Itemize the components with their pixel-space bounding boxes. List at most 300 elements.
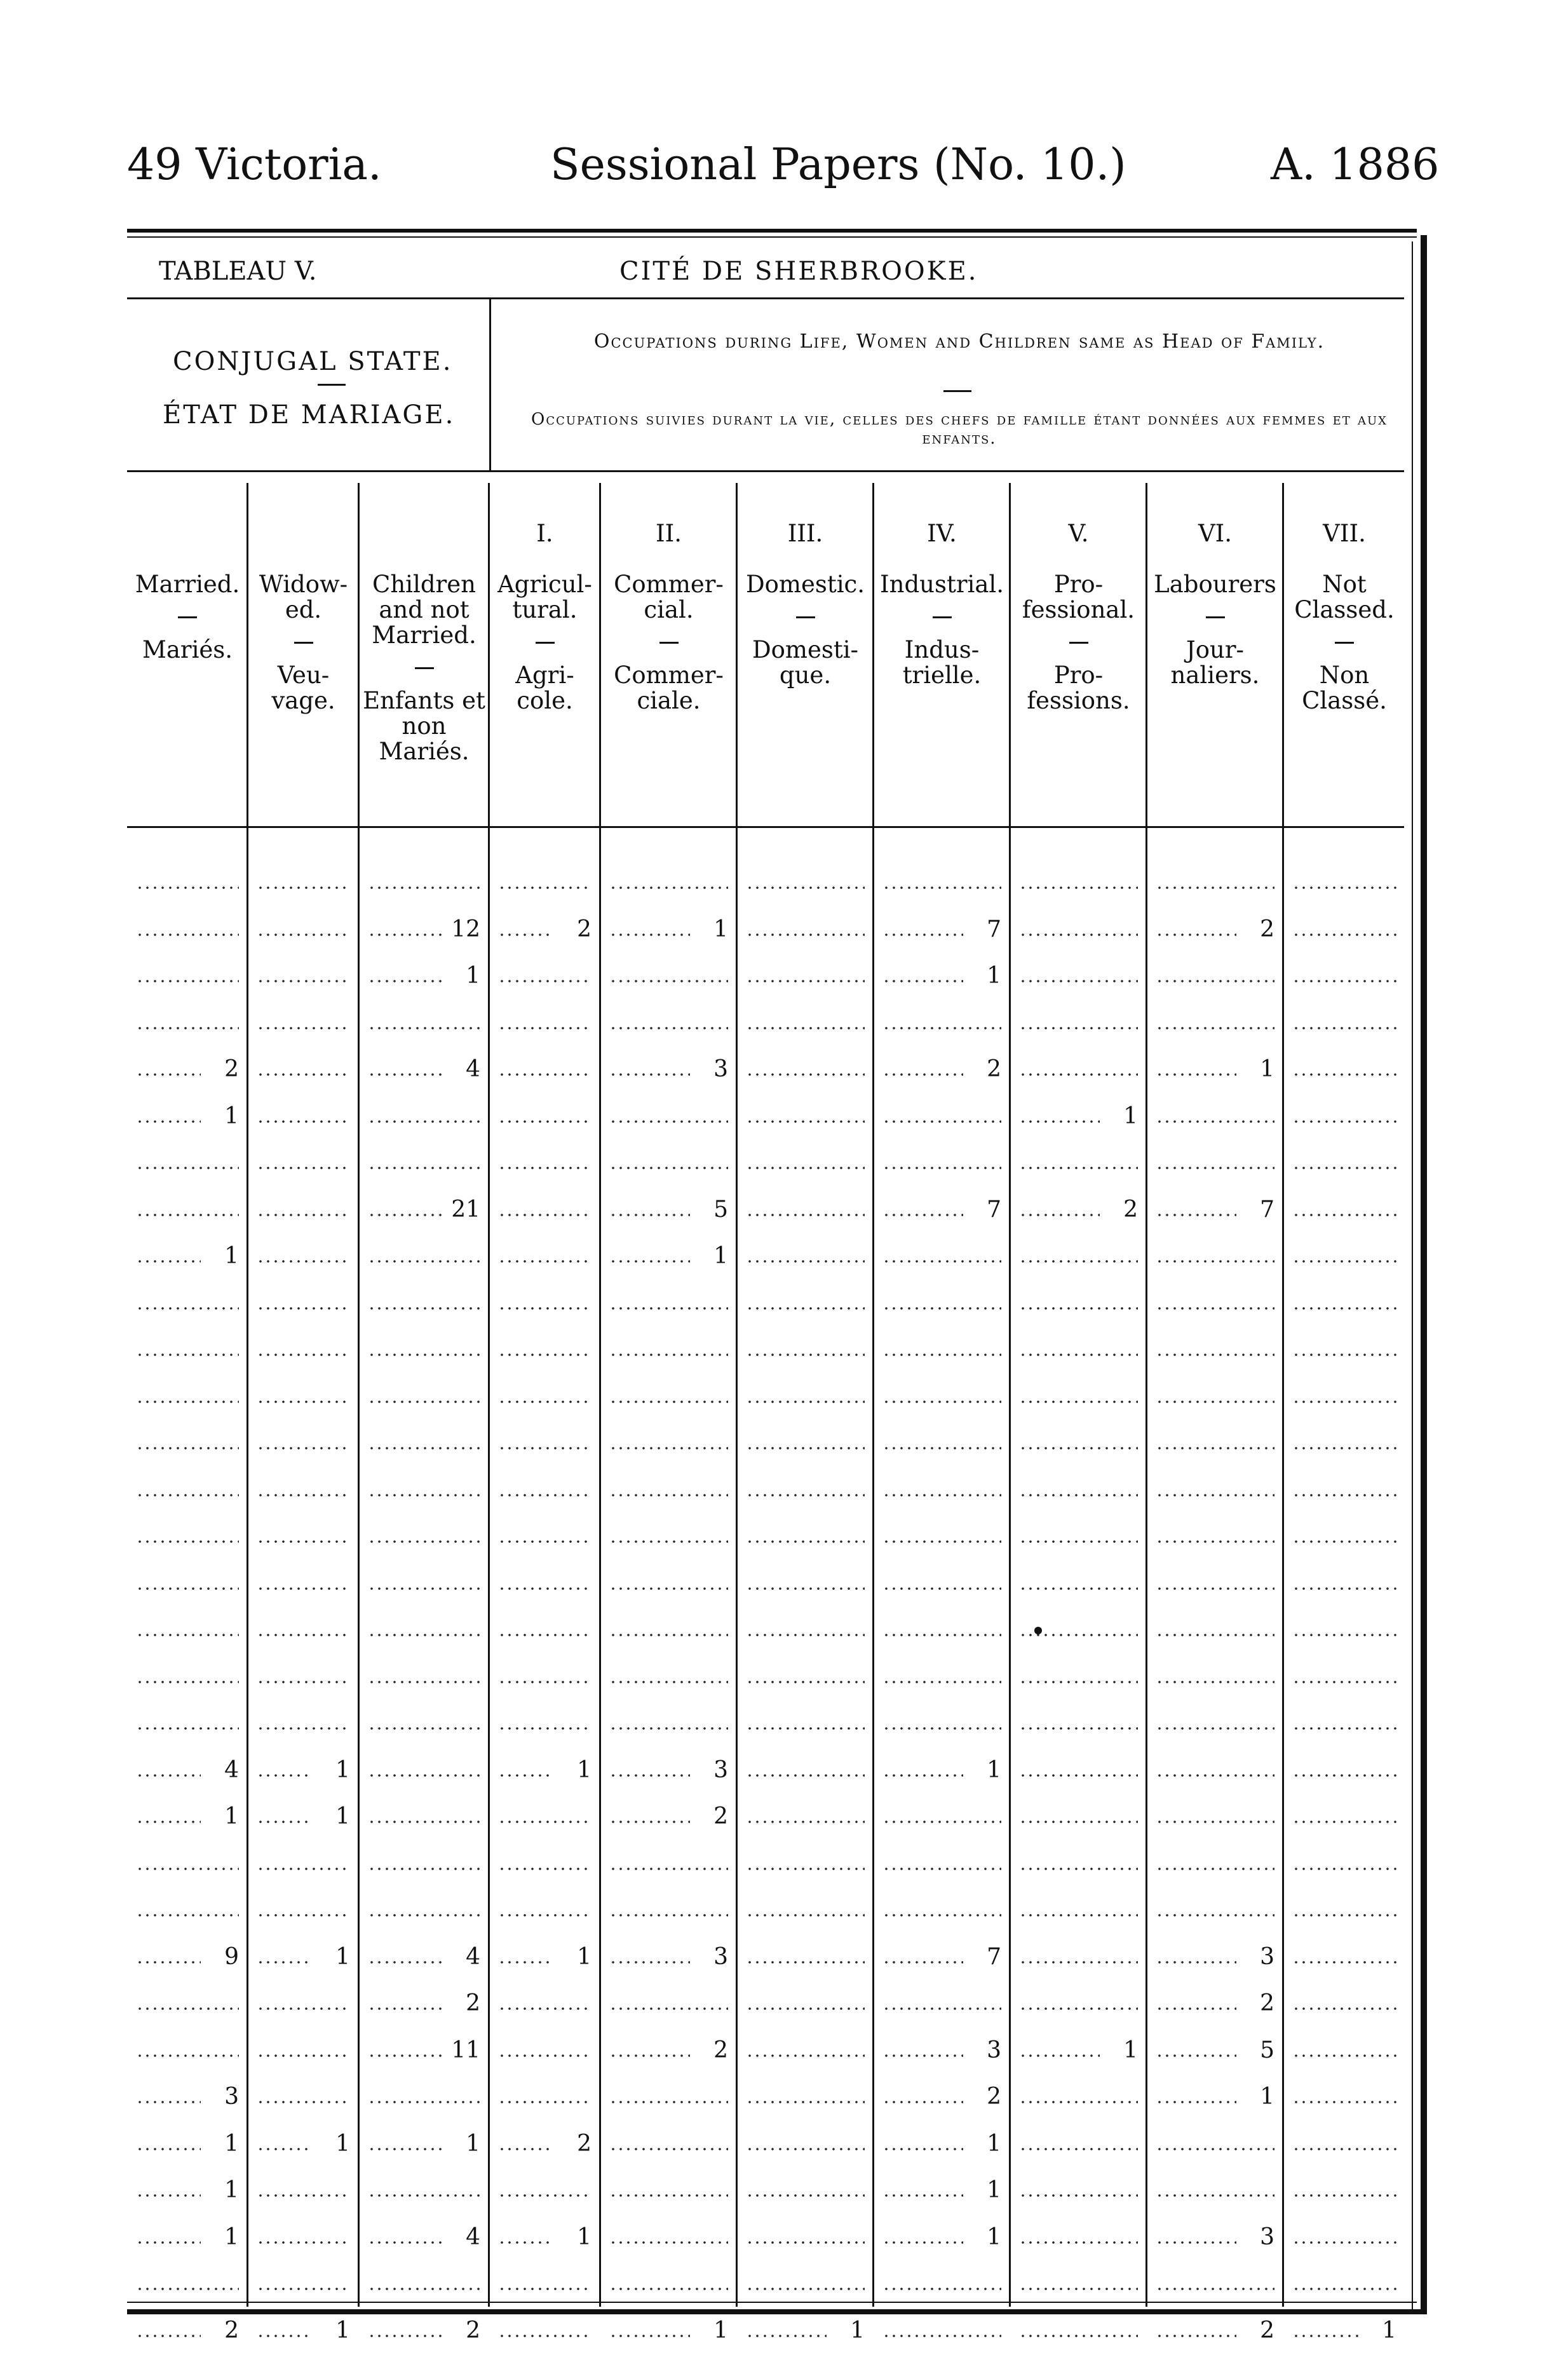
dot-leader [1292,1026,1396,1030]
dot-leader [368,1306,480,1310]
dot-leader [882,1026,1001,1030]
dot-leader [1292,1774,1396,1777]
table-cell-value: 2 [987,2084,1001,2110]
dot-leader [257,2100,350,2104]
table-cell-value: 2 [466,2317,480,2344]
dot-leader [746,1867,865,1871]
dot-leader [498,1400,591,1404]
dot-leader [498,2054,591,2058]
dot-leader [1019,2147,1138,2151]
dot-leader [1292,2100,1396,2104]
dot-leader [498,1540,591,1544]
dot-leader [1156,2287,1274,2291]
dot-leader [498,1913,591,1917]
dot-leader [136,1166,239,1170]
dot-leader [257,933,350,937]
column-divider [488,483,490,2307]
dot-leader [1156,2194,1274,2197]
dot-leader [609,886,728,890]
column-separator-dash [1206,616,1225,618]
dot-leader [498,1026,591,1030]
table-cell-value: 12 [451,916,480,942]
table-cell-value: 2 [466,1990,480,2016]
table-cell-value: 1 [335,1803,350,1829]
column-label-fr: Mariés. [142,636,233,663]
dot-leader [498,979,591,983]
column-numeral [248,521,359,546]
dot-leader [1156,1540,1274,1544]
dot-leader [498,1306,591,1310]
dot-leader [882,1446,1001,1450]
dot-leader [1156,1259,1274,1263]
dot-leader [609,1727,728,1730]
dot-leader [609,2194,728,2197]
table-cell-value: 3 [713,1756,728,1783]
column-numeral: II. [656,520,682,547]
dot-leader [1292,1960,1396,1964]
dot-leader [746,886,865,890]
dot-leader [609,1400,728,1404]
table-cell-value: 1 [577,1943,591,1970]
dot-leader [1292,933,1396,937]
dot-leader [368,1587,480,1591]
dot-leader [882,2334,1001,2338]
dot-leader [368,886,480,890]
column-numeral [359,521,489,546]
dot-leader [746,1727,865,1730]
column-header-1 [248,521,359,714]
dot-leader [498,1633,591,1637]
dot-leader [1019,2100,1138,2104]
dot-leader [136,1493,239,1497]
dot-leader [257,1680,350,1684]
table-cell-value: 5 [1260,2037,1274,2063]
dot-leader [498,1120,591,1123]
dot-leader [368,1446,480,1450]
dot-leader [1019,1820,1138,1824]
column-label-fr: Non Classé. [1302,662,1387,714]
dot-leader [882,2007,1001,2011]
dot-leader [882,886,1001,890]
column-numeral: I. [536,520,553,547]
dot-leader [136,1400,239,1404]
dot-leader [368,1680,480,1684]
dot-leader [746,1213,865,1217]
dot-leader [609,1867,728,1871]
column-divider [1009,483,1011,2307]
dot-leader [498,1353,591,1357]
column-header-3 [489,521,600,714]
dot-leader [609,1120,728,1123]
dot-leader [1019,1026,1138,1030]
dot-leader [746,1540,865,1544]
dot-leader [746,1913,865,1917]
dot-leader [257,1493,350,1497]
right-frame-thick [1421,235,1427,2313]
dot-leader [1292,2007,1396,2011]
table-cell-value: 2 [713,1803,728,1829]
dot-leader [136,1587,239,1591]
dot-leader [746,1166,865,1170]
table-cell-value: 7 [987,1943,1001,1970]
dot-leader [1292,1166,1396,1170]
dot-leader [1019,979,1138,983]
dot-leader [1019,1867,1138,1871]
dot-leader [1156,1587,1274,1591]
table-cell-value: 4 [466,2223,480,2250]
dot-leader [1292,1540,1396,1544]
column-divider [1146,483,1147,2307]
dot-leader [882,1493,1001,1497]
dot-leader [136,1026,239,1030]
dot-leader [746,1774,865,1777]
dot-leader [746,2147,865,2151]
column-separator-dash [536,642,555,644]
dot-leader [746,1353,865,1357]
dot-leader [257,1587,350,1591]
dot-leader [257,886,350,890]
dot-leader [746,1073,865,1076]
dot-leader [257,1633,350,1637]
dot-leader [1019,1960,1138,1964]
dot-leader [257,2007,350,2011]
table-cell-value: 1 [466,963,480,989]
column-divider [1282,483,1284,2307]
dot-leader [882,1306,1001,1310]
dot-leader [746,1259,865,1263]
dot-leader [257,1213,350,1217]
table-cell-value: 4 [466,1943,480,1970]
table-cell-value: 2 [577,916,591,942]
dot-leader [1292,1446,1396,1450]
dot-leader [882,1680,1001,1684]
dot-leader [257,2287,350,2291]
dot-leader [609,2287,728,2291]
column-label-en: Labourers [1154,571,1276,598]
dot-leader [1292,1727,1396,1730]
column-label-fr: Indus-trielle. [902,636,982,689]
dot-leader [136,1213,239,1217]
table-cell-value: 3 [224,2084,239,2110]
dot-leader [1156,1680,1274,1684]
dot-leader [368,1259,480,1263]
column-separator-dash [415,667,434,669]
table-cell-value: 1 [1260,2084,1274,2110]
column-label-en: Married. [135,571,240,598]
column-label-fr: Commer-ciale. [614,662,724,714]
dot-leader [882,1633,1001,1637]
column-numeral: VI. [1198,520,1233,547]
dot-leader [498,2194,591,2197]
dot-leader [1292,2287,1396,2291]
column-label-en: Industrial. [880,571,1004,598]
dot-leader [257,2241,350,2244]
dot-leader [498,886,591,890]
dot-leader [609,1913,728,1917]
dot-leader [882,1120,1001,1123]
column-separator-dash [178,616,197,618]
occupations-fr: Occupations suivies durant la vie, celles des chefs de famille étant données aux femmes et aux enfants. [531,410,1388,448]
dot-leader [498,1213,591,1217]
dot-leader [746,2007,865,2011]
dot-leader [257,1306,350,1310]
table-cell-value: 1 [335,2317,350,2344]
column-label-fr: Veu-vage. [271,662,335,714]
column-label-fr: Enfants et non Mariés. [363,687,485,765]
dot-leader [609,1353,728,1357]
table-cell-value: 7 [987,916,1001,942]
dot-leader [1156,1306,1274,1310]
table-cell-value: 1 [224,1243,239,1269]
dot-leader [609,1587,728,1591]
dot-leader [746,2100,865,2104]
dot-leader [1292,1213,1396,1217]
dot-leader [136,1633,239,1637]
dot-leader [257,1073,350,1076]
dot-leader [1019,1400,1138,1404]
dot-leader [1019,1306,1138,1310]
page-header-title: Sessional Papers (No. 10.) [550,140,1126,190]
dot-leader [368,1120,480,1123]
table-cell-value: 1 [224,1803,239,1829]
dot-leader [1156,1353,1274,1357]
dot-leader [1292,2054,1396,2058]
dot-leader [882,1913,1001,1917]
column-header-2 [359,521,489,764]
header-divider [489,299,491,470]
table-cell-value: 5 [713,1196,728,1223]
dot-leader [257,2194,350,2197]
dot-leader [1019,1166,1138,1170]
dot-leader [609,1306,728,1310]
occupations-separator [943,390,971,392]
dot-leader [257,1166,350,1170]
dot-leader [136,1353,239,1357]
dot-leader [1019,2194,1138,2197]
dot-leader [746,1306,865,1310]
dot-leader [746,979,865,983]
dot-leader [1019,1774,1138,1777]
dot-leader [368,1353,480,1357]
dot-leader [1156,979,1274,983]
dot-leader [1292,1073,1396,1076]
dot-leader [609,1166,728,1170]
column-header-5 [737,521,874,688]
header-bottom-rule [127,470,1404,472]
table-cell-value: 21 [451,1196,480,1223]
table-cell-value: 4 [466,1056,480,1082]
dot-leader [136,886,239,890]
dot-leader [1156,1727,1274,1730]
dot-leader [498,1259,591,1263]
dot-leader [882,1727,1001,1730]
column-divider [872,483,874,2307]
column-header-0 [127,521,248,663]
dot-leader [136,1540,239,1544]
dot-leader [1019,2241,1138,2244]
dot-leader [257,1120,350,1123]
column-numeral [127,521,248,546]
table-cell-value: 1 [1123,1103,1138,1129]
dot-leader [498,2287,591,2291]
dot-leader [609,2147,728,2151]
dot-leader [1292,1820,1396,1824]
dot-leader [746,1820,865,1824]
table-cell-value: 4 [224,1756,239,1783]
dot-leader [1019,2287,1138,2291]
dot-leader [498,1867,591,1871]
dot-leader [368,1913,480,1917]
dot-leader [609,1026,728,1030]
dot-leader [746,1680,865,1684]
dot-leader [882,1166,1001,1170]
dot-leader [746,1120,865,1123]
table-cell-value: 1 [713,1243,728,1269]
dot-leader [257,1867,350,1871]
dot-leader [1156,1774,1274,1777]
dot-leader [609,2241,728,2244]
dot-leader [498,1680,591,1684]
column-numeral: VII. [1323,520,1366,547]
dot-leader [746,1446,865,1450]
table-cell-value: 2 [1260,916,1274,942]
dot-leader [1019,933,1138,937]
dot-leader [882,1820,1001,1824]
colhead-bottom-rule [127,826,1404,828]
dot-leader [1292,1400,1396,1404]
dot-leader [1292,1306,1396,1310]
table-cell-value: 3 [1260,2223,1274,2250]
dot-leader [609,2100,728,2104]
dot-leader [368,1026,480,1030]
dot-leader [1156,1026,1274,1030]
dot-leader [1156,2147,1274,2151]
dot-leader [1292,1493,1396,1497]
table-cell-value: 1 [1260,1056,1274,1082]
table-cell-value: 2 [224,2317,239,2344]
dot-leader [1019,1680,1138,1684]
dot-leader [257,1259,350,1263]
dot-leader [257,1913,350,1917]
table-cell-value: 2 [713,2037,728,2063]
dot-leader [368,2194,480,2197]
column-label-fr: Agri-cole. [515,662,574,714]
title-rule [127,297,1404,299]
dot-leader [1019,1446,1138,1450]
dot-leader [1156,1867,1274,1871]
table-cell-value: 1 [1123,2037,1138,2063]
column-separator-dash [933,616,952,618]
column-divider [358,483,360,2307]
dot-leader [1156,1913,1274,1917]
column-label-en: Children and not Married. [372,571,476,649]
dot-leader [368,1774,480,1777]
column-header-9 [1283,521,1405,714]
dot-leader [882,1867,1001,1871]
dot-leader [882,1259,1001,1263]
dot-leader [368,2287,480,2291]
dot-leader [609,979,728,983]
dot-leader [498,1727,591,1730]
dot-leader [882,1587,1001,1591]
column-header-6 [874,521,1010,688]
page-header-year: A. 1886 [1271,140,1440,190]
column-numeral: V. [1068,520,1089,547]
dot-leader [257,1540,350,1544]
occupations-en: Occupations during Life, Women and Children same as Head of Family. [593,330,1325,353]
column-separator-dash [1069,642,1088,644]
dot-leader [498,2007,591,2011]
dot-leader [136,2007,239,2011]
dot-leader [1292,979,1396,983]
dot-leader [1292,2241,1396,2244]
table-cell-value: 2 [1260,2317,1274,2344]
dot-leader [1292,1913,1396,1917]
dot-leader [257,1727,350,1730]
column-divider [247,483,248,2307]
dot-leader [1156,886,1274,890]
table-cell-value: 1 [1382,2317,1396,2344]
table-cell-value: 2 [224,1056,239,1082]
table-cell-value: 7 [987,1196,1001,1223]
dot-leader [746,1400,865,1404]
dot-leader [1156,1493,1274,1497]
dot-leader [1292,1587,1396,1591]
table-cell-value: 1 [987,963,1001,989]
dot-leader [1156,1120,1274,1123]
dot-leader [746,1493,865,1497]
dot-leader [1292,1867,1396,1871]
table-cell-value: 1 [713,916,728,942]
dot-leader [368,2100,480,2104]
dot-leader [1019,886,1138,890]
dot-leader [609,2007,728,2011]
table-cell-value: 3 [987,2037,1001,2063]
dot-leader [257,1446,350,1450]
dot-leader [368,1166,480,1170]
table-cell-value: 1 [987,2223,1001,2250]
table-cell-value: 1 [987,2130,1001,2157]
dot-leader [1019,2334,1138,2338]
dot-leader [136,933,239,937]
dot-leader [1019,1540,1138,1544]
table-cell-value: 2 [1123,1196,1138,1223]
dot-leader [498,1587,591,1591]
page-header-volume: 49 Victoria. [127,140,382,190]
dot-leader [136,2287,239,2291]
column-numeral: III. [787,520,823,547]
column-separator-dash [294,642,313,644]
column-header-7 [1010,521,1147,714]
dot-leader [1156,1633,1274,1637]
table-cell-value: 1 [224,1103,239,1129]
dot-leader [368,1400,480,1404]
dot-leader [1019,2007,1138,2011]
top-rule-thin [127,236,1417,238]
dot-leader [136,1446,239,1450]
dot-leader [1019,1727,1138,1730]
dot-leader [136,1680,239,1684]
table-cell-value: 7 [1260,1196,1274,1223]
dot-leader [1292,1680,1396,1684]
table-cell-value: 1 [335,2130,350,2157]
dot-leader [746,1587,865,1591]
dot-leader [1292,2147,1396,2151]
dot-leader [498,1493,591,1497]
column-label-en: Domestic. [745,571,865,598]
column-separator-dash [796,616,815,618]
dot-leader [136,1913,239,1917]
